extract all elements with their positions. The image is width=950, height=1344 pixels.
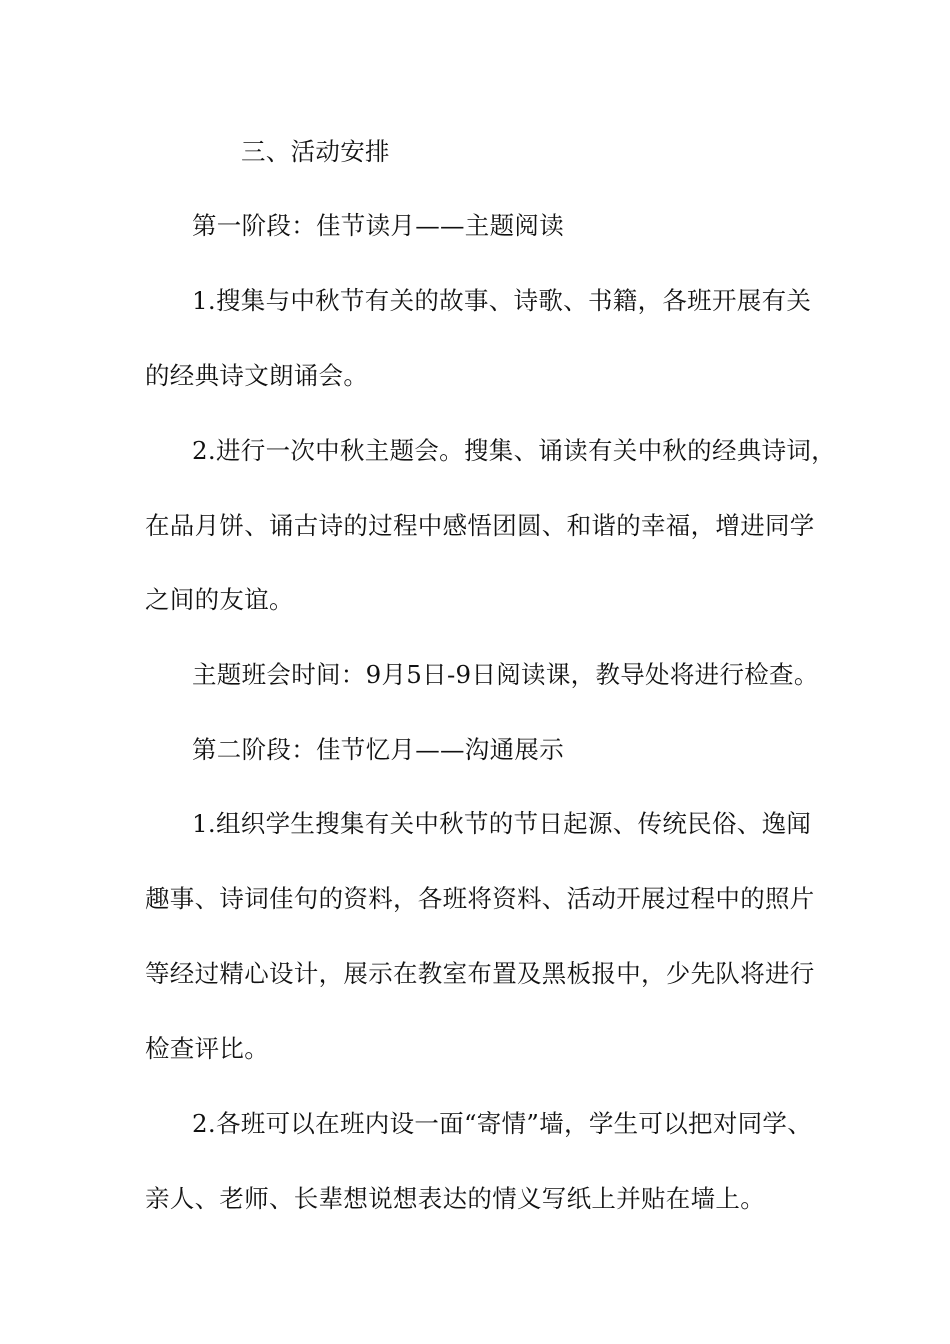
section-heading: 三、活动安排 [241,137,390,166]
stage1-item1-line2: 的经典诗文朗诵会。 [145,361,369,390]
stage1-item1-line1: 1.搜集与中秋节有关的故事、诗歌、书籍，各班开展有关 [192,286,812,315]
stage1-item2-line1: 2.进行一次中秋主题会。搜集、诵读有关中秋的经典诗词， [192,436,836,465]
stage2-item1-line1: 1.组织学生搜集有关中秋节的节日起源、传统民俗、逸闻 [192,809,812,838]
stage2-item2-line1: 2.各班可以在班内设一面“寄情”墙，学生可以把对同学、 [192,1109,813,1138]
stage1-item2-line2: 在品月饼、诵古诗的过程中感悟团圆、和谐的幸福，增进同学 [145,511,815,540]
stage2-heading: 第二阶段：佳节忆月——沟通展示 [192,735,564,764]
stage2-item2-line2: 亲人、老师、长辈想说想表达的情义写纸上并贴在墙上。 [145,1184,765,1213]
stage2-item1-line4: 检查评比。 [145,1034,269,1063]
stage2-item1-line2: 趣事、诗词佳句的资料，各班将资料、活动开展过程中的照片 [145,884,815,913]
stage1-item2-line3: 之间的友谊。 [145,585,294,614]
stage1-schedule: 主题班会时间：9月5日-9日阅读课，教导处将进行检查。 [192,660,819,689]
stage1-heading: 第一阶段：佳节读月——主题阅读 [192,211,564,240]
stage2-item1-line3: 等经过精心设计，展示在教室布置及黑板报中，少先队将进行 [145,959,815,988]
